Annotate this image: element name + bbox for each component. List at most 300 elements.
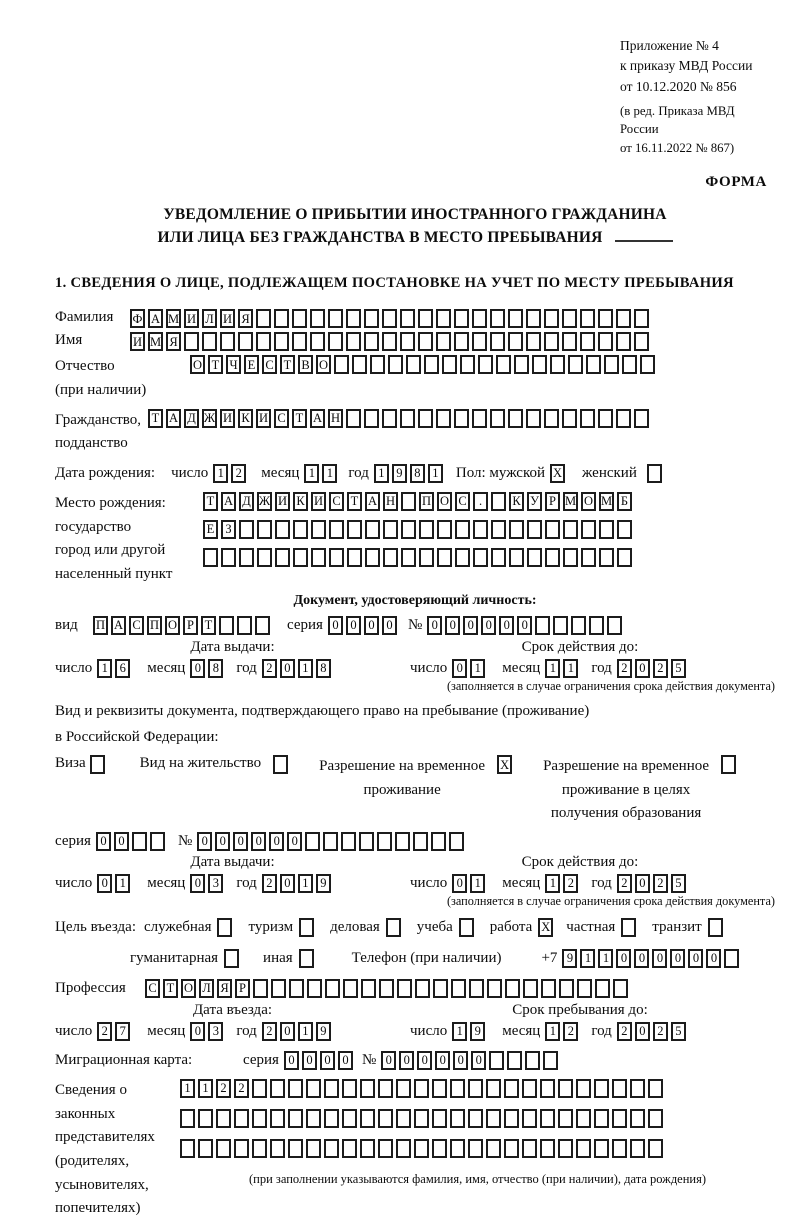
form-cell[interactable]: 0 [634,949,649,968]
form-cell[interactable]: 2 [563,1022,578,1041]
form-cell[interactable] [386,918,401,937]
form-cell[interactable] [328,309,343,328]
form-cell[interactable]: 2 [563,874,578,893]
form-cell[interactable] [323,832,338,851]
form-cell[interactable]: 1 [322,464,337,483]
form-cell[interactable]: 0 [381,1051,396,1070]
form-cell[interactable] [523,979,538,998]
form-cell[interactable] [436,332,451,351]
form-cell[interactable] [544,409,559,428]
form-cell[interactable]: Ч [226,355,241,374]
form-cell[interactable] [377,832,392,851]
form-cell[interactable]: 0 [635,874,650,893]
form-cell[interactable]: Е [203,520,218,539]
form-cell[interactable] [256,309,271,328]
form-cell[interactable]: У [527,492,542,511]
form-cell[interactable] [378,1139,393,1158]
form-cell[interactable] [437,548,452,567]
form-cell[interactable] [216,1109,231,1128]
form-cell[interactable] [472,332,487,351]
form-cell[interactable] [468,1109,483,1128]
form-cell[interactable]: Н [328,409,343,428]
form-cell[interactable] [581,520,596,539]
form-cell[interactable]: 0 [97,874,112,893]
form-cell[interactable]: 1 [428,464,443,483]
form-cell[interactable] [328,332,343,351]
form-cell[interactable] [364,332,379,351]
form-cell[interactable] [310,332,325,351]
form-cell[interactable] [306,1079,321,1098]
title-blank-underline[interactable] [615,229,673,242]
form-cell[interactable]: С [129,616,144,635]
form-cell[interactable]: С [274,409,289,428]
form-cell[interactable] [607,616,622,635]
form-cell[interactable]: 1 [198,1079,213,1098]
form-cell[interactable] [257,548,272,567]
form-cell[interactable] [545,520,560,539]
form-cell[interactable]: Т [203,492,218,511]
form-cell[interactable] [509,548,524,567]
form-cell[interactable] [562,309,577,328]
form-cell[interactable] [468,1139,483,1158]
form-cell[interactable] [599,548,614,567]
form-cell[interactable] [450,1139,465,1158]
form-cell[interactable]: 0 [453,1051,468,1070]
form-cell[interactable]: 0 [399,1051,414,1070]
form-cell[interactable] [342,1139,357,1158]
form-cell[interactable] [598,309,613,328]
form-cell[interactable]: 7 [115,1022,130,1041]
form-cell[interactable] [329,520,344,539]
form-cell[interactable] [522,1079,537,1098]
form-cell[interactable] [364,309,379,328]
form-cell[interactable]: 1 [470,659,485,678]
form-cell[interactable] [270,1079,285,1098]
form-cell[interactable]: Т [347,492,362,511]
form-cell[interactable] [293,548,308,567]
form-cell[interactable]: О [316,355,331,374]
form-cell[interactable] [724,949,739,968]
form-cell[interactable] [275,548,290,567]
form-cell[interactable]: 1 [213,464,228,483]
form-cell[interactable]: 2 [617,874,632,893]
form-cell[interactable] [414,1079,429,1098]
form-cell[interactable] [508,309,523,328]
form-cell[interactable]: О [581,492,596,511]
form-cell[interactable]: П [93,616,108,635]
form-cell[interactable] [401,548,416,567]
form-cell[interactable] [414,1139,429,1158]
form-cell[interactable] [180,1109,195,1128]
form-cell[interactable] [234,1109,249,1128]
form-cell[interactable]: X [550,464,565,483]
form-cell[interactable]: 0 [616,949,631,968]
form-cell[interactable]: 2 [653,1022,668,1041]
form-cell[interactable]: 0 [287,832,302,851]
form-cell[interactable] [396,1109,411,1128]
form-cell[interactable] [388,355,403,374]
form-cell[interactable] [478,355,493,374]
form-cell[interactable] [378,1079,393,1098]
form-cell[interactable] [472,309,487,328]
form-cell[interactable] [379,979,394,998]
form-cell[interactable] [617,548,632,567]
form-cell[interactable] [708,918,723,937]
form-cell[interactable]: 1 [563,659,578,678]
form-cell[interactable] [454,309,469,328]
form-cell[interactable] [257,520,272,539]
form-cell[interactable] [365,548,380,567]
form-cell[interactable]: М [563,492,578,511]
form-cell[interactable]: 1 [545,874,560,893]
form-cell[interactable]: 9 [470,1022,485,1041]
form-cell[interactable]: 3 [208,874,223,893]
form-cell[interactable]: С [455,492,470,511]
form-cell[interactable]: 1 [452,1022,467,1041]
form-cell[interactable] [419,520,434,539]
form-cell[interactable] [361,979,376,998]
form-cell[interactable]: К [293,492,308,511]
form-cell[interactable] [532,355,547,374]
form-cell[interactable] [589,616,604,635]
form-cell[interactable] [437,520,452,539]
form-cell[interactable] [359,832,374,851]
form-cell[interactable] [599,520,614,539]
form-cell[interactable] [581,548,596,567]
form-cell[interactable] [576,1109,591,1128]
form-cell[interactable] [216,1139,231,1158]
form-cell[interactable] [509,520,524,539]
form-cell[interactable]: И [220,309,235,328]
form-cell[interactable] [545,548,560,567]
form-cell[interactable]: 2 [216,1079,231,1098]
form-cell[interactable]: П [419,492,434,511]
form-cell[interactable]: А [166,409,181,428]
form-cell[interactable] [252,1139,267,1158]
form-cell[interactable]: 0 [481,616,496,635]
form-cell[interactable] [401,520,416,539]
form-cell[interactable]: И [220,409,235,428]
form-cell[interactable] [563,548,578,567]
form-cell[interactable]: М [148,332,163,351]
form-cell[interactable] [540,1079,555,1098]
form-cell[interactable] [630,1109,645,1128]
form-cell[interactable] [365,520,380,539]
form-cell[interactable] [436,409,451,428]
form-cell[interactable]: Т [280,355,295,374]
form-cell[interactable]: 0 [320,1051,335,1070]
form-cell[interactable]: 0 [499,616,514,635]
form-cell[interactable] [234,1139,249,1158]
form-cell[interactable]: 2 [653,659,668,678]
form-cell[interactable] [382,332,397,351]
form-cell[interactable] [224,949,239,968]
form-cell[interactable] [432,1109,447,1128]
form-cell[interactable]: 0 [233,832,248,851]
form-cell[interactable] [324,1079,339,1098]
form-cell[interactable]: 1 [374,464,389,483]
form-cell[interactable] [324,1109,339,1128]
form-cell[interactable] [612,1109,627,1128]
form-cell[interactable] [418,309,433,328]
form-cell[interactable] [325,979,340,998]
form-cell[interactable] [346,409,361,428]
form-cell[interactable]: И [256,409,271,428]
form-cell[interactable]: 6 [115,659,130,678]
form-cell[interactable] [558,1079,573,1098]
form-cell[interactable] [346,309,361,328]
form-cell[interactable]: С [329,492,344,511]
form-cell[interactable]: 0 [280,659,295,678]
form-cell[interactable]: Ж [257,492,272,511]
form-cell[interactable]: Т [201,616,216,635]
form-cell[interactable] [449,832,464,851]
form-cell[interactable] [504,1139,519,1158]
form-cell[interactable] [612,1079,627,1098]
form-cell[interactable] [525,1051,540,1070]
form-cell[interactable] [347,548,362,567]
form-cell[interactable] [383,548,398,567]
form-cell[interactable] [370,355,385,374]
form-cell[interactable]: Я [238,309,253,328]
form-cell[interactable]: 9 [316,874,331,893]
form-cell[interactable]: 0 [452,874,467,893]
form-cell[interactable] [289,979,304,998]
form-cell[interactable] [595,979,610,998]
form-cell[interactable]: 0 [280,874,295,893]
form-cell[interactable]: 1 [298,1022,313,1041]
form-cell[interactable]: К [509,492,524,511]
form-cell[interactable] [490,332,505,351]
form-cell[interactable] [580,409,595,428]
form-cell[interactable] [598,332,613,351]
form-cell[interactable]: Ж [202,409,217,428]
form-cell[interactable] [553,616,568,635]
form-cell[interactable]: Р [545,492,560,511]
form-cell[interactable]: 1 [598,949,613,968]
form-cell[interactable] [292,332,307,351]
form-cell[interactable] [310,309,325,328]
form-cell[interactable] [621,918,636,937]
form-cell[interactable] [342,1079,357,1098]
form-cell[interactable] [550,355,565,374]
form-cell[interactable] [612,1139,627,1158]
form-cell[interactable] [544,309,559,328]
form-cell[interactable] [540,1109,555,1128]
form-cell[interactable] [508,332,523,351]
form-cell[interactable]: 5 [671,874,686,893]
form-cell[interactable] [473,548,488,567]
form-cell[interactable] [396,1079,411,1098]
form-cell[interactable]: Р [183,616,198,635]
form-cell[interactable] [414,1109,429,1128]
form-cell[interactable] [514,355,529,374]
form-cell[interactable]: В [298,355,313,374]
form-cell[interactable] [150,832,165,851]
form-cell[interactable] [634,332,649,351]
form-cell[interactable] [586,355,601,374]
form-cell[interactable] [436,309,451,328]
form-cell[interactable] [252,1109,267,1128]
form-cell[interactable]: 1 [304,464,319,483]
form-cell[interactable] [455,520,470,539]
form-cell[interactable] [274,309,289,328]
form-cell[interactable] [311,548,326,567]
form-cell[interactable] [486,1079,501,1098]
form-cell[interactable]: 0 [251,832,266,851]
form-cell[interactable] [527,548,542,567]
form-cell[interactable]: 0 [670,949,685,968]
form-cell[interactable] [406,355,421,374]
form-cell[interactable] [522,1139,537,1158]
form-cell[interactable] [486,1139,501,1158]
form-cell[interactable]: 8 [410,464,425,483]
form-cell[interactable] [450,1079,465,1098]
form-cell[interactable]: 5 [671,1022,686,1041]
form-cell[interactable] [491,548,506,567]
form-cell[interactable] [459,918,474,937]
form-cell[interactable] [622,355,637,374]
form-cell[interactable] [535,616,550,635]
form-cell[interactable]: 0 [706,949,721,968]
form-cell[interactable] [202,332,217,351]
form-cell[interactable] [397,979,412,998]
form-cell[interactable]: Т [163,979,178,998]
form-cell[interactable] [634,409,649,428]
form-cell[interactable]: 8 [316,659,331,678]
form-cell[interactable] [400,332,415,351]
form-cell[interactable] [217,918,232,937]
form-cell[interactable]: 0 [417,1051,432,1070]
form-cell[interactable] [418,332,433,351]
form-cell[interactable] [473,520,488,539]
form-cell[interactable] [454,332,469,351]
form-cell[interactable] [451,979,466,998]
form-cell[interactable]: О [437,492,452,511]
form-cell[interactable] [580,309,595,328]
form-cell[interactable]: X [497,755,512,774]
form-cell[interactable] [198,1109,213,1128]
form-cell[interactable]: О [181,979,196,998]
form-cell[interactable]: 0 [190,1022,205,1041]
form-cell[interactable]: 0 [635,1022,650,1041]
form-cell[interactable]: 0 [269,832,284,851]
form-cell[interactable]: 0 [114,832,129,851]
form-cell[interactable]: И [184,309,199,328]
form-cell[interactable]: Т [292,409,307,428]
form-cell[interactable] [288,1139,303,1158]
form-cell[interactable]: 2 [617,1022,632,1041]
form-cell[interactable]: 0 [452,659,467,678]
form-cell[interactable]: Е [244,355,259,374]
form-cell[interactable] [288,1079,303,1098]
form-cell[interactable]: Т [148,409,163,428]
form-cell[interactable] [400,309,415,328]
form-cell[interactable]: И [275,492,290,511]
form-cell[interactable] [364,409,379,428]
form-cell[interactable]: Т [208,355,223,374]
form-cell[interactable] [431,832,446,851]
form-cell[interactable] [352,355,367,374]
form-cell[interactable] [400,409,415,428]
form-cell[interactable]: 0 [280,1022,295,1041]
form-cell[interactable]: 9 [392,464,407,483]
form-cell[interactable] [252,1079,267,1098]
form-cell[interactable] [341,832,356,851]
form-cell[interactable] [424,355,439,374]
form-cell[interactable]: 0 [688,949,703,968]
form-cell[interactable]: 0 [635,659,650,678]
form-cell[interactable]: О [165,616,180,635]
form-cell[interactable] [540,1139,555,1158]
form-cell[interactable]: 0 [346,616,361,635]
form-cell[interactable] [468,1079,483,1098]
form-cell[interactable]: А [365,492,380,511]
form-cell[interactable]: 0 [471,1051,486,1070]
form-cell[interactable] [559,979,574,998]
form-cell[interactable]: Н [383,492,398,511]
form-cell[interactable] [648,1139,663,1158]
form-cell[interactable] [630,1079,645,1098]
form-cell[interactable] [576,1079,591,1098]
form-cell[interactable]: 3 [208,1022,223,1041]
form-cell[interactable] [253,979,268,998]
form-cell[interactable] [382,409,397,428]
form-cell[interactable] [270,1139,285,1158]
form-cell[interactable] [469,979,484,998]
form-cell[interactable]: 1 [97,659,112,678]
form-cell[interactable]: О [190,355,205,374]
form-cell[interactable] [238,332,253,351]
form-cell[interactable]: М [599,492,614,511]
form-cell[interactable]: 0 [197,832,212,851]
form-cell[interactable]: 0 [96,832,111,851]
form-cell[interactable] [577,979,592,998]
form-cell[interactable]: 2 [234,1079,249,1098]
form-cell[interactable] [401,492,416,511]
form-cell[interactable]: 0 [364,616,379,635]
form-cell[interactable] [239,520,254,539]
form-cell[interactable] [432,1079,447,1098]
form-cell[interactable]: 0 [517,616,532,635]
form-cell[interactable]: 2 [262,659,277,678]
form-cell[interactable] [496,355,511,374]
form-cell[interactable] [419,548,434,567]
form-cell[interactable]: 0 [382,616,397,635]
form-cell[interactable] [237,616,252,635]
form-cell[interactable]: 0 [284,1051,299,1070]
form-cell[interactable]: 2 [653,874,668,893]
form-cell[interactable]: 0 [190,659,205,678]
form-cell[interactable] [198,1139,213,1158]
form-cell[interactable] [647,464,662,483]
form-cell[interactable] [616,332,631,351]
form-cell[interactable] [413,832,428,851]
form-cell[interactable] [239,548,254,567]
form-cell[interactable] [255,616,270,635]
form-cell[interactable]: 0 [463,616,478,635]
form-cell[interactable] [594,1079,609,1098]
form-cell[interactable] [598,409,613,428]
form-cell[interactable]: 2 [231,464,246,483]
form-cell[interactable] [433,979,448,998]
form-cell[interactable]: С [262,355,277,374]
form-cell[interactable] [630,1139,645,1158]
form-cell[interactable] [299,949,314,968]
form-cell[interactable]: П [147,616,162,635]
form-cell[interactable] [490,409,505,428]
form-cell[interactable] [455,548,470,567]
